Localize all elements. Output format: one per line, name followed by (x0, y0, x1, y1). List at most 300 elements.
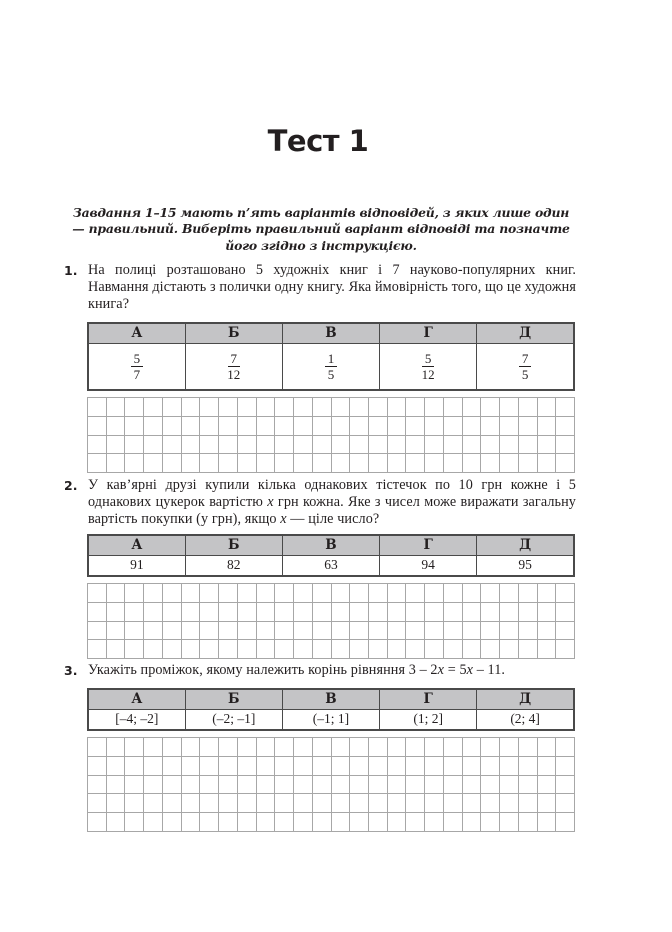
grid-cell (538, 603, 557, 622)
grid-cell (275, 622, 294, 641)
grid-cell (182, 622, 201, 641)
grid-cell (275, 417, 294, 436)
grid-cell (275, 584, 294, 603)
grid-cell (425, 417, 444, 436)
grid-cell (182, 776, 201, 795)
grid-cell (463, 776, 482, 795)
grid-cell (388, 398, 407, 417)
grid-cell (144, 603, 163, 622)
grid-cell (125, 603, 144, 622)
grid-cell (519, 640, 538, 659)
grid-cell (88, 640, 107, 659)
grid-cell (257, 738, 276, 757)
grid-cell (144, 584, 163, 603)
grid-cell (388, 738, 407, 757)
denominator: 12 (421, 366, 435, 382)
grid-cell (163, 603, 182, 622)
option-label-d: Д (477, 689, 574, 709)
grid-cell (481, 794, 500, 813)
grid-cell (425, 603, 444, 622)
grid-cell (388, 622, 407, 641)
answer-options-table-2 (87, 534, 575, 577)
grid-cell (182, 398, 201, 417)
grid-cell (463, 584, 482, 603)
option-value-a (88, 343, 185, 390)
grid-cell (182, 454, 201, 473)
grid-cell (219, 622, 238, 641)
grid-cell (369, 417, 388, 436)
option-value-d: (2; 4] (477, 709, 574, 730)
grid-cell (313, 794, 332, 813)
grid-cell (144, 398, 163, 417)
grid-cell (406, 417, 425, 436)
grid-cell (369, 454, 388, 473)
grid-cell (294, 757, 313, 776)
grid-cell (88, 436, 107, 455)
grid-cell (350, 738, 369, 757)
grid-cell (107, 603, 126, 622)
grid-cell (538, 417, 557, 436)
task-question (88, 477, 576, 528)
variable-x: x (280, 511, 287, 527)
grid-cell (257, 417, 276, 436)
grid-cell (406, 776, 425, 795)
grid-cell (556, 436, 575, 455)
grid-cell (125, 417, 144, 436)
grid-cell (406, 622, 425, 641)
grid-cell (238, 436, 257, 455)
grid-cell (556, 640, 575, 659)
option-value-d (477, 343, 574, 390)
answer-options-table-1 (87, 322, 575, 391)
grid-cell (275, 398, 294, 417)
grid-cell (257, 603, 276, 622)
variable-x: x (267, 494, 274, 510)
options-header-row (88, 535, 574, 555)
grid-cell (238, 738, 257, 757)
grid-cell (107, 794, 126, 813)
draft-grid-3 (87, 737, 575, 832)
grid-cell (556, 738, 575, 757)
grid-cell (238, 640, 257, 659)
options-header-row (88, 689, 574, 709)
grid-cell (538, 454, 557, 473)
task-number: 1. (64, 263, 78, 278)
grid-cell (556, 398, 575, 417)
grid-cell (182, 436, 201, 455)
grid-cell (519, 794, 538, 813)
grid-cell (406, 813, 425, 832)
option-label-a: А (88, 689, 185, 709)
question-text: — ціле число? (286, 511, 380, 527)
grid-cell (556, 622, 575, 641)
grid-cell (369, 640, 388, 659)
grid-cell (200, 417, 219, 436)
grid-cell (406, 603, 425, 622)
grid-cell (444, 622, 463, 641)
grid-cell (425, 776, 444, 795)
grid-cell (219, 813, 238, 832)
grid-cell (388, 794, 407, 813)
question-text: У кав’ярні друзі купили кілька однакових тістечок по 10 грн кожне і 5 однакових цукерок вартістю (88, 477, 576, 510)
grid-cell (425, 794, 444, 813)
grid-cell (125, 436, 144, 455)
grid-cell (107, 813, 126, 832)
grid-cell (481, 640, 500, 659)
grid-cell (388, 757, 407, 776)
grid-cell (519, 603, 538, 622)
grid-cell (388, 776, 407, 795)
option-label-a: А (88, 323, 185, 343)
grid-cell (556, 603, 575, 622)
grid-cell (238, 584, 257, 603)
grid-cell (294, 436, 313, 455)
grid-cell (369, 436, 388, 455)
grid-cell (500, 738, 519, 757)
grid-cell (332, 417, 351, 436)
grid-cell (519, 436, 538, 455)
grid-cell (219, 738, 238, 757)
grid-cell (444, 757, 463, 776)
grid-cell (444, 603, 463, 622)
grid-cell (500, 776, 519, 795)
grid-cell (406, 436, 425, 455)
option-label-b: Б (185, 535, 282, 555)
grid-cell (144, 776, 163, 795)
grid-cell (350, 757, 369, 776)
variable-x: x (466, 662, 474, 678)
grid-cell (369, 398, 388, 417)
grid-cell (444, 417, 463, 436)
grid-cell (182, 813, 201, 832)
grid-cell (556, 417, 575, 436)
option-label-d: Д (477, 323, 574, 343)
grid-cell (425, 622, 444, 641)
grid-cell (350, 603, 369, 622)
option-value-g: 94 (380, 555, 477, 576)
grid-cell (107, 398, 126, 417)
grid-cell (388, 640, 407, 659)
grid-cell (519, 398, 538, 417)
grid-cell (294, 417, 313, 436)
grid-cell (500, 794, 519, 813)
grid-cell (257, 584, 276, 603)
fraction (519, 351, 532, 382)
grid-cell (425, 454, 444, 473)
grid-cell (406, 640, 425, 659)
task-number: 3. (64, 663, 78, 678)
grid-cell (481, 603, 500, 622)
grid-cell (144, 417, 163, 436)
grid-cell (332, 436, 351, 455)
fraction (224, 351, 243, 382)
grid-cell (219, 454, 238, 473)
grid-cell (125, 640, 144, 659)
grid-cell (369, 603, 388, 622)
grid-cell (125, 622, 144, 641)
grid-cell (200, 813, 219, 832)
grid-cell (144, 622, 163, 641)
grid-cell (107, 436, 126, 455)
option-value-b (185, 343, 282, 390)
grid-cell (163, 398, 182, 417)
grid-cell (163, 622, 182, 641)
grid-cell (294, 776, 313, 795)
numerator: 7 (228, 351, 241, 367)
grid-cell (350, 794, 369, 813)
grid-cell (238, 454, 257, 473)
grid-cell (200, 738, 219, 757)
grid-cell (313, 436, 332, 455)
grid-cell (294, 584, 313, 603)
grid-cell (313, 417, 332, 436)
option-label-b: Б (185, 323, 282, 343)
grid-cell (500, 454, 519, 473)
task-number: 2. (64, 478, 78, 493)
task-3 (64, 662, 576, 680)
grid-cell (294, 640, 313, 659)
grid-cell (200, 603, 219, 622)
grid-cell (463, 603, 482, 622)
grid-cell (425, 640, 444, 659)
fraction (419, 351, 438, 382)
grid-cell (369, 584, 388, 603)
grid-cell (332, 603, 351, 622)
grid-cell (294, 603, 313, 622)
grid-cell (163, 454, 182, 473)
grid-cell (519, 738, 538, 757)
grid-cell (369, 794, 388, 813)
grid-cell (144, 454, 163, 473)
grid-cell (182, 417, 201, 436)
grid-cell (463, 417, 482, 436)
grid-cell (200, 622, 219, 641)
options-values-row (88, 555, 574, 576)
option-label-g: Г (380, 323, 477, 343)
grid-cell (500, 398, 519, 417)
fraction (325, 351, 338, 382)
grid-cell (294, 622, 313, 641)
draft-grid-1 (87, 397, 575, 473)
grid-cell (125, 398, 144, 417)
grid-cell (500, 436, 519, 455)
grid-cell (257, 640, 276, 659)
grid-cell (500, 813, 519, 832)
grid-cell (144, 813, 163, 832)
grid-cell (481, 417, 500, 436)
grid-cell (313, 398, 332, 417)
grid-cell (313, 813, 332, 832)
grid-cell (369, 776, 388, 795)
grid-cell (406, 757, 425, 776)
grid-cell (219, 776, 238, 795)
page-title: Тест 1 (267, 124, 369, 158)
grid-cell (444, 584, 463, 603)
grid-cell (200, 454, 219, 473)
grid-cell (163, 813, 182, 832)
grid-cell (219, 603, 238, 622)
grid-cell (463, 640, 482, 659)
grid-cell (107, 776, 126, 795)
grid-cell (444, 738, 463, 757)
grid-cell (144, 640, 163, 659)
grid-cell (388, 603, 407, 622)
grid-cell (463, 622, 482, 641)
grid-cell (238, 813, 257, 832)
grid-cell (107, 738, 126, 757)
grid-cell (538, 738, 557, 757)
grid-cell (125, 584, 144, 603)
grid-cell (350, 398, 369, 417)
question-text: Укажіть проміжок, якому належить корінь рівняння 3 – 2 (88, 662, 438, 678)
grid-cell (182, 738, 201, 757)
grid-cell (182, 757, 201, 776)
grid-cell (144, 794, 163, 813)
options-header-row (88, 323, 574, 343)
grid-cell (238, 622, 257, 641)
grid-cell (481, 584, 500, 603)
grid-cell (538, 436, 557, 455)
grid-cell (350, 776, 369, 795)
grid-cell (125, 776, 144, 795)
grid-cell (556, 584, 575, 603)
option-value-d: 95 (477, 555, 574, 576)
grid-cell (369, 738, 388, 757)
grid-cell (107, 417, 126, 436)
grid-cell (556, 757, 575, 776)
options-values-row (88, 343, 574, 390)
grid-cell (519, 757, 538, 776)
grid-cell (163, 436, 182, 455)
grid-cell (219, 436, 238, 455)
grid-cell (406, 454, 425, 473)
grid-cell (481, 454, 500, 473)
grid-cell (388, 454, 407, 473)
grid-cell (200, 398, 219, 417)
grid-cell (200, 757, 219, 776)
grid-cell (182, 640, 201, 659)
grid-cell (163, 757, 182, 776)
denominator: 7 (133, 366, 141, 382)
grid-cell (500, 622, 519, 641)
grid-cell (88, 776, 107, 795)
numerator: 1 (325, 351, 338, 367)
grid-cell (463, 436, 482, 455)
numerator: 5 (131, 351, 144, 367)
grid-cell (125, 794, 144, 813)
grid-cell (500, 757, 519, 776)
grid-cell (350, 417, 369, 436)
grid-cell (313, 776, 332, 795)
option-label-b: Б (185, 689, 282, 709)
grid-cell (481, 776, 500, 795)
grid-cell (182, 603, 201, 622)
grid-cell (538, 584, 557, 603)
grid-cell (463, 398, 482, 417)
grid-cell (219, 640, 238, 659)
grid-cell (406, 738, 425, 757)
question-text: – 11. (473, 662, 506, 678)
grid-cell (313, 584, 332, 603)
option-value-v: (–1; 1] (282, 709, 379, 730)
grid-cell (538, 398, 557, 417)
grid-cell (556, 794, 575, 813)
grid-cell (275, 640, 294, 659)
grid-cell (275, 813, 294, 832)
grid-cell (275, 738, 294, 757)
grid-cell (107, 640, 126, 659)
grid-cell (88, 417, 107, 436)
grid-cell (556, 813, 575, 832)
grid-cell (388, 813, 407, 832)
grid-cell (219, 794, 238, 813)
options-values-row (88, 709, 574, 730)
denominator: 5 (327, 366, 335, 382)
grid-cell (200, 436, 219, 455)
option-value-g: (1; 2] (380, 709, 477, 730)
variable-x: x (437, 662, 445, 678)
numerator: 7 (519, 351, 532, 367)
grid-cell (444, 640, 463, 659)
question-text: грн кожна. Яке з чисел може виражати загальну вартість покупки (у грн), якщо (88, 494, 577, 527)
grid-cell (350, 640, 369, 659)
grid-cell (332, 776, 351, 795)
task-2 (64, 477, 576, 529)
grid-cell (219, 398, 238, 417)
grid-cell (107, 622, 126, 641)
grid-cell (332, 738, 351, 757)
draft-grid-2 (87, 583, 575, 659)
grid-cell (88, 603, 107, 622)
grid-cell (313, 738, 332, 757)
grid-cell (313, 757, 332, 776)
grid-cell (200, 640, 219, 659)
grid-cell (144, 757, 163, 776)
grid-cell (444, 813, 463, 832)
grid-cell (519, 776, 538, 795)
grid-cell (275, 436, 294, 455)
grid-cell (257, 454, 276, 473)
grid-cell (313, 640, 332, 659)
grid-cell (257, 398, 276, 417)
answer-options-table-3 (87, 688, 575, 731)
grid-cell (538, 794, 557, 813)
grid-cell (294, 738, 313, 757)
grid-cell (238, 757, 257, 776)
option-value-a: 91 (88, 555, 185, 576)
task-question: На полиці розташовано 5 художніх книг і 7 науково-популярних книг. Навмання дістають з полички одну книгу. Яка ймовірність того, що це художня книга? (88, 262, 576, 312)
grid-cell (182, 584, 201, 603)
grid-cell (200, 794, 219, 813)
grid-cell (406, 398, 425, 417)
grid-cell (313, 454, 332, 473)
grid-cell (144, 738, 163, 757)
grid-cell (444, 794, 463, 813)
grid-cell (538, 640, 557, 659)
grid-cell (350, 622, 369, 641)
grid-cell (125, 454, 144, 473)
grid-cell (463, 454, 482, 473)
grid-cell (88, 813, 107, 832)
grid-cell (257, 776, 276, 795)
option-label-g: Г (380, 689, 477, 709)
option-value-b: 82 (185, 555, 282, 576)
grid-cell (425, 813, 444, 832)
grid-cell (163, 776, 182, 795)
grid-cell (425, 757, 444, 776)
grid-cell (238, 603, 257, 622)
grid-cell (107, 757, 126, 776)
